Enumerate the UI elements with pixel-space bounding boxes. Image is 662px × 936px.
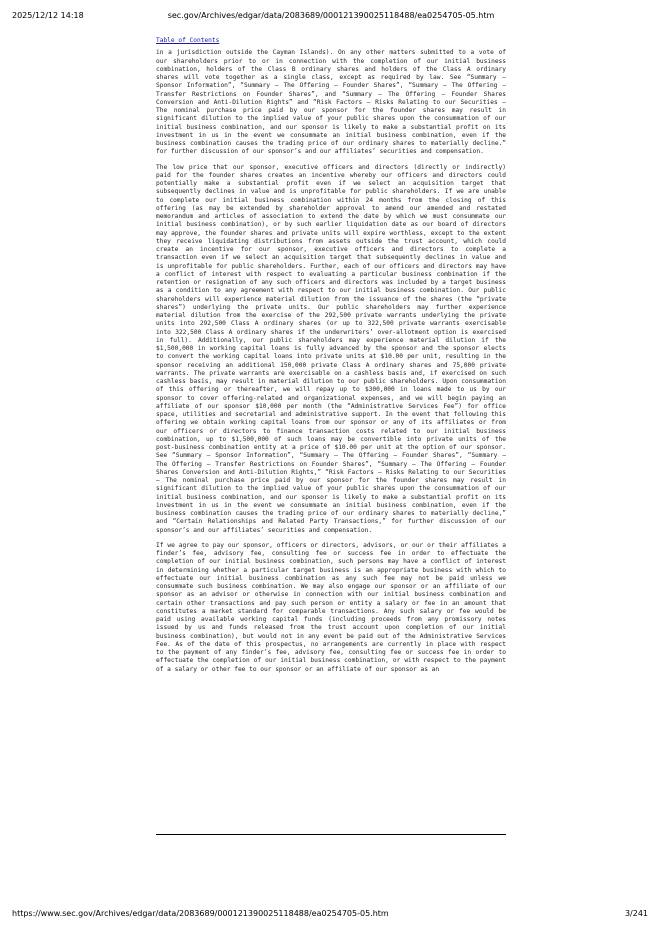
print-page-number: 3/241 (624, 909, 648, 918)
paragraph-3: If we agree to pay our sponsor, officers or directors, advisors, or our or their affiliates a finder’s fee, advisory fee, consulting fee or success fee in order to effectuate the completion of our initial business combination, such persons may have a conflict of interest in determining whether a particular target business is an appropriate business with which to effectuate our initial business combination as any such fee may not be paid unless we consummate such business combination. We may also engage our sponsor or an affiliate of our sponsor as an advisor or otherwise in connection with our initial business combination and certain other transactions and pay such person or entity a salary or fee in an amount that constitutes a market standard for comparable transactions. Any such salary or fee would be paid using available working capital funds (including proceeds from any promissory notes issued by us and funds released from the trust account upon completion of our initial business combination), but would not in any event be paid out of the Administrative Services Fee. As of the date of this prospectus, no arrangements are currently in place with respect to the payment of any finder’s fee, advisory fee, consulting fee or success fee in order to effectuate the completion of our initial business combination, or with respect to the payment of a salary or other fee to our sponsor or an affiliate of our sponsor as an (156, 541, 506, 673)
paragraph-2: The low price that our sponsor, executive officers and directors (directly or indirectly) paid for the founder shares creates an incentive whereby our officers and directors could potentially make a substantial profit even if we select an acquisition target that subsequently declines in value and is unprofitable for public shareholders. If we are unable to complete our initial business combination within 24 months from the closing of this offering (as may be extended by shareholder approval to amend our amended and restated memorandum and articles of association to extend the date by which we must consummate our initial business combination), or by such earlier liquidation date as our board of directors may approve, the founder shares and private units will expire worthless, except to the extent they receive liquidating distributions from assets outside the trust account, which could create an incentive for our sponsor, executive officers and directors to complete a transaction even if we select an acquisition target that subsequently declines in value and is unprofitable for public shareholders. Further, each of our officers and directors may have a conflict of interest with respect to evaluating a particular business combination if the retention or resignation of any such officers and directors was included by a target business as a condition to any agreement with respect to our initial business combination. Our public shareholders will experience material dilution from the issuance of the shares (the “private shares”) underlying the private units. Our public shareholders may further experience material dilution from the exercise of the 292,500 private warrants underlying the private units into 292,500 Class A ordinary shares (or up to 322,500 private warrants exercisable into 322,500 Class A ordinary shares if the underwriters’ over-allotment option is exercised in full). Additionally, our public shareholders may experience material dilution if the $1,500,000 in working capital loans is fully advanced by the sponsor and the sponsor elects to convert the working capital loans into private units at $10.00 per unit, resulting in the sponsor receiving an additional 150,000 private Class A ordinary shares and 75,000 private warrants. The private warrants are exercisable on a cashless basis and, if exercised on such cashless basis, may result in material dilution to our public shareholders. Upon consummation of this offering or thereafter, we will repay up to $300,000 in loans made to us by our sponsor to cover offering-related and organizational expenses, and we will begin paying an affiliate of our sponsor $10,000 per month (the “Administrative Services Fee”) for office space, utilities and secretarial and administrative support. In the event that following this offering we obtain working capital loans from our sponsor or any of its affiliates or from our officers or directors to finance transaction costs related to our initial business combination, up to $1,500,000 of such loans may be convertible into private units of the post-business combination entity at a price of $10.00 per unit at the option of our sponsor. See “Summary — Sponsor Information”, “Summary — The Offering — Founder Shares”, “Summary — The Offering — Transfer Restrictions on Founder Shares”, “Summary — The Offering — Founder Shares Conversion and Anti-Dilution Rights,” “Risk Factors — Risks Relating to our Securities — The nominal purchase price paid by our sponsor for the founder shares may result in significant dilution to the implied value of your public shares upon the consummation of our initial business combination, and our sponsor is likely to make a substantial profit on its investment in us in the event we consummate an initial business combination, even if the business combination causes the trading price of our ordinary shares to materially decline,” and “Certain Relationships and Related Party Transactions,” for further discussion of our sponsor’s and our affiliates’ securities and compensation. (156, 163, 506, 534)
paragraph-1: in a jurisdiction outside the Cayman Islands). On any other matters submitted to a vote of our shareholders prior to or in connection with the completion of our initial business combination, holders of the Class B ordinary shares and holders of the Class A ordinary shares will vote together as a single class, except as required by law. See “Summary — Sponsor Information”, “Summary — The Offering — Founder Shares”, “Summary — The Offering — Transfer Restrictions on Founder Shares”, and “Summary — The Offering — Founder Shares Conversion and Anti-Dilution Rights” and “Risk Factors — Risks Relating to our Securities — The nominal purchase price paid by our sponsor for the founder shares may result in significant dilution to the implied value of your public shares upon the consummation of our initial business combination, and our sponsor is likely to make a substantial profit on its investment in us in the event we consummate an initial business combination, even if the business combination causes the trading price of our ordinary shares to materially decline.” for further discussion of our sponsor’s and our affiliates’ securities and compensation. (156, 49, 506, 156)
print-footer-url: https://www.sec.gov/Archives/edgar/data/2083689/000121390025118488/ea0254705-05.htm (12, 909, 389, 918)
document-body (156, 37, 506, 681)
print-page-title: sec.gov/Archives/edgar/data/2083689/000121390025118488/ea0254705-05.htm (167, 11, 495, 20)
table-of-contents-link[interactable]: Table of Contents (156, 37, 220, 44)
print-datetime: 2025/12/12 14:18 (12, 11, 84, 20)
page-divider (156, 834, 506, 835)
